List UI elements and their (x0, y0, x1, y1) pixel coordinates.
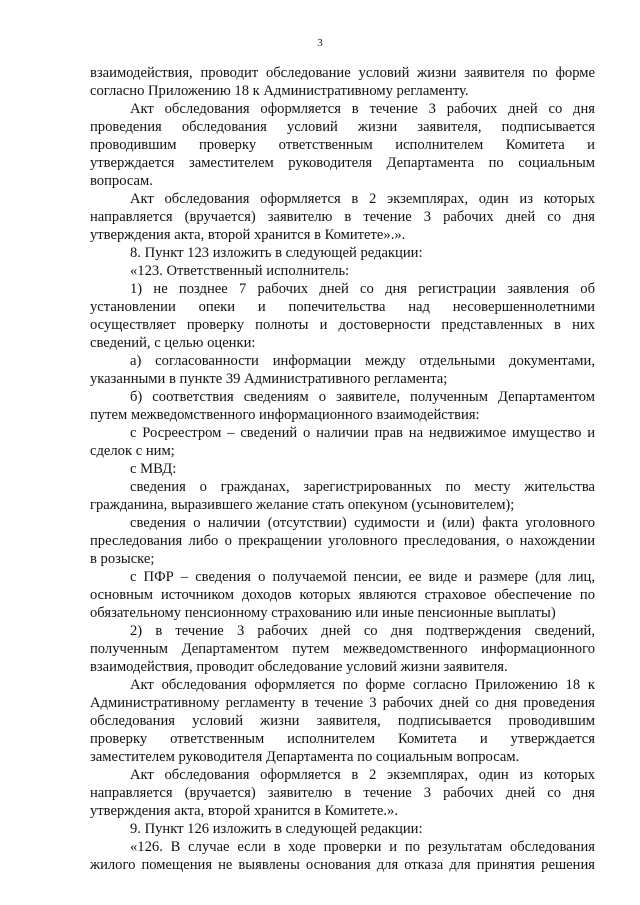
text-line: 1) не позднее 7 рабочих дней со дня регистрации заявления об (130, 281, 595, 297)
text-line: сделок с ним; (90, 443, 175, 459)
text-line: утверждается заместителем руководителя Департамента по социальным (90, 155, 595, 171)
text-line: 9. Пункт 126 изложить в следующей редакции: (130, 821, 423, 837)
text-line: согласно Приложению 18 к Административному регламенту. (90, 83, 469, 99)
text-line: направляется (вручается) заявителю в течение 3 рабочих дней со дня (90, 785, 595, 801)
text-line: «123. Ответственный исполнитель: (130, 263, 350, 279)
text-line: проверку ответственным исполнителем Комитета и утверждается (90, 731, 595, 747)
text-line: Административному регламенту в течение 3 рабочих дней со дня проведения (90, 695, 595, 711)
text-line: проведения обследования условий жизни заявителя, подписывается (90, 119, 595, 135)
text-line: преследования либо о прекращении уголовного преследования, о нахождении (90, 533, 595, 549)
text-line: утверждения акта, второй хранится в Комитете.». (90, 803, 398, 819)
text-line: гражданина, выразившего желание стать опекуном (усыновителем); (90, 497, 515, 513)
text-line: с Росреестром – сведений о наличии прав на недвижимое имущество и (130, 425, 595, 441)
text-line: взаимодействия, проводит обследование условий жизни заявителя по форме (90, 65, 595, 81)
text-line: сведения о наличии (отсутствии) судимости и (или) факта уголовного (130, 515, 595, 531)
text-line: полученным Департаментом путем межведомственного информационного (90, 641, 595, 657)
text-line: путем межведомственного информационного взаимодействия: (90, 407, 480, 423)
text-line: сведений, с целью оценки: (90, 335, 256, 351)
text-line: Акт обследования оформляется в течение 3 рабочих дней со дня (130, 101, 595, 117)
text-line: жилого помещения не выявлены основания для отказа для принятия решения (90, 857, 595, 873)
document-body (90, 64, 595, 874)
text-line: обследования условий жизни заявителя, подписывается проводившим (90, 713, 595, 729)
text-line: осуществляет проверку полноты и достоверности представленных в них (90, 317, 595, 333)
text-line: 8. Пункт 123 изложить в следующей редакции: (130, 245, 423, 261)
text-line: направляется (вручается) заявителю в течение 3 рабочих дней со дня (90, 209, 595, 225)
text-line: «126. В случае если в ходе проверки и по результатам обследования (130, 839, 595, 855)
text-line: Акт обследования оформляется в 2 экземплярах, один из которых (130, 191, 595, 207)
text-line: установлении опеки и попечительства над несовершеннолетними (90, 299, 595, 315)
text-line: обязательному пенсионному страхованию или иные пенсионные выплаты) (90, 605, 556, 621)
text-line: заместителем руководителя Департамента по социальным вопросам. (90, 749, 520, 765)
text-line: утверждения акта, второй хранится в Комитете».». (90, 227, 406, 243)
text-line: с МВД: (130, 461, 177, 477)
text-line: с ПФР – сведения о получаемой пенсии, ее виде и размере (для лиц, (130, 569, 595, 585)
text-line: Акт обследования оформляется в 2 экземплярах, один из которых (130, 767, 595, 783)
text-line: сведения о гражданах, зарегистрированных по месту жительства (130, 479, 595, 495)
text-line: вопросам. (90, 173, 153, 189)
text-line: а) согласованности информации между отдельными документами, (130, 353, 595, 369)
text-line: указанными в пункте 39 Административного регламента; (90, 371, 448, 387)
page-number: 3 (317, 37, 323, 49)
text-line: проводившим проверку ответственным исполнителем Комитета и (90, 137, 595, 153)
text-line: б) соответствия сведениям о заявителе, полученным Департаментом (130, 389, 595, 405)
text-line: 2) в течение 3 рабочих дней со дня подтверждения сведений, (130, 623, 595, 639)
text-line: основным источником доходов которых являются страховое обеспечение по (90, 587, 595, 603)
text-line: взаимодействия, проводит обследование условий жизни заявителя. (90, 659, 508, 675)
text-line: Акт обследования оформляется по форме согласно Приложению 18 к (130, 677, 595, 693)
text-line: в розыске; (90, 551, 155, 567)
